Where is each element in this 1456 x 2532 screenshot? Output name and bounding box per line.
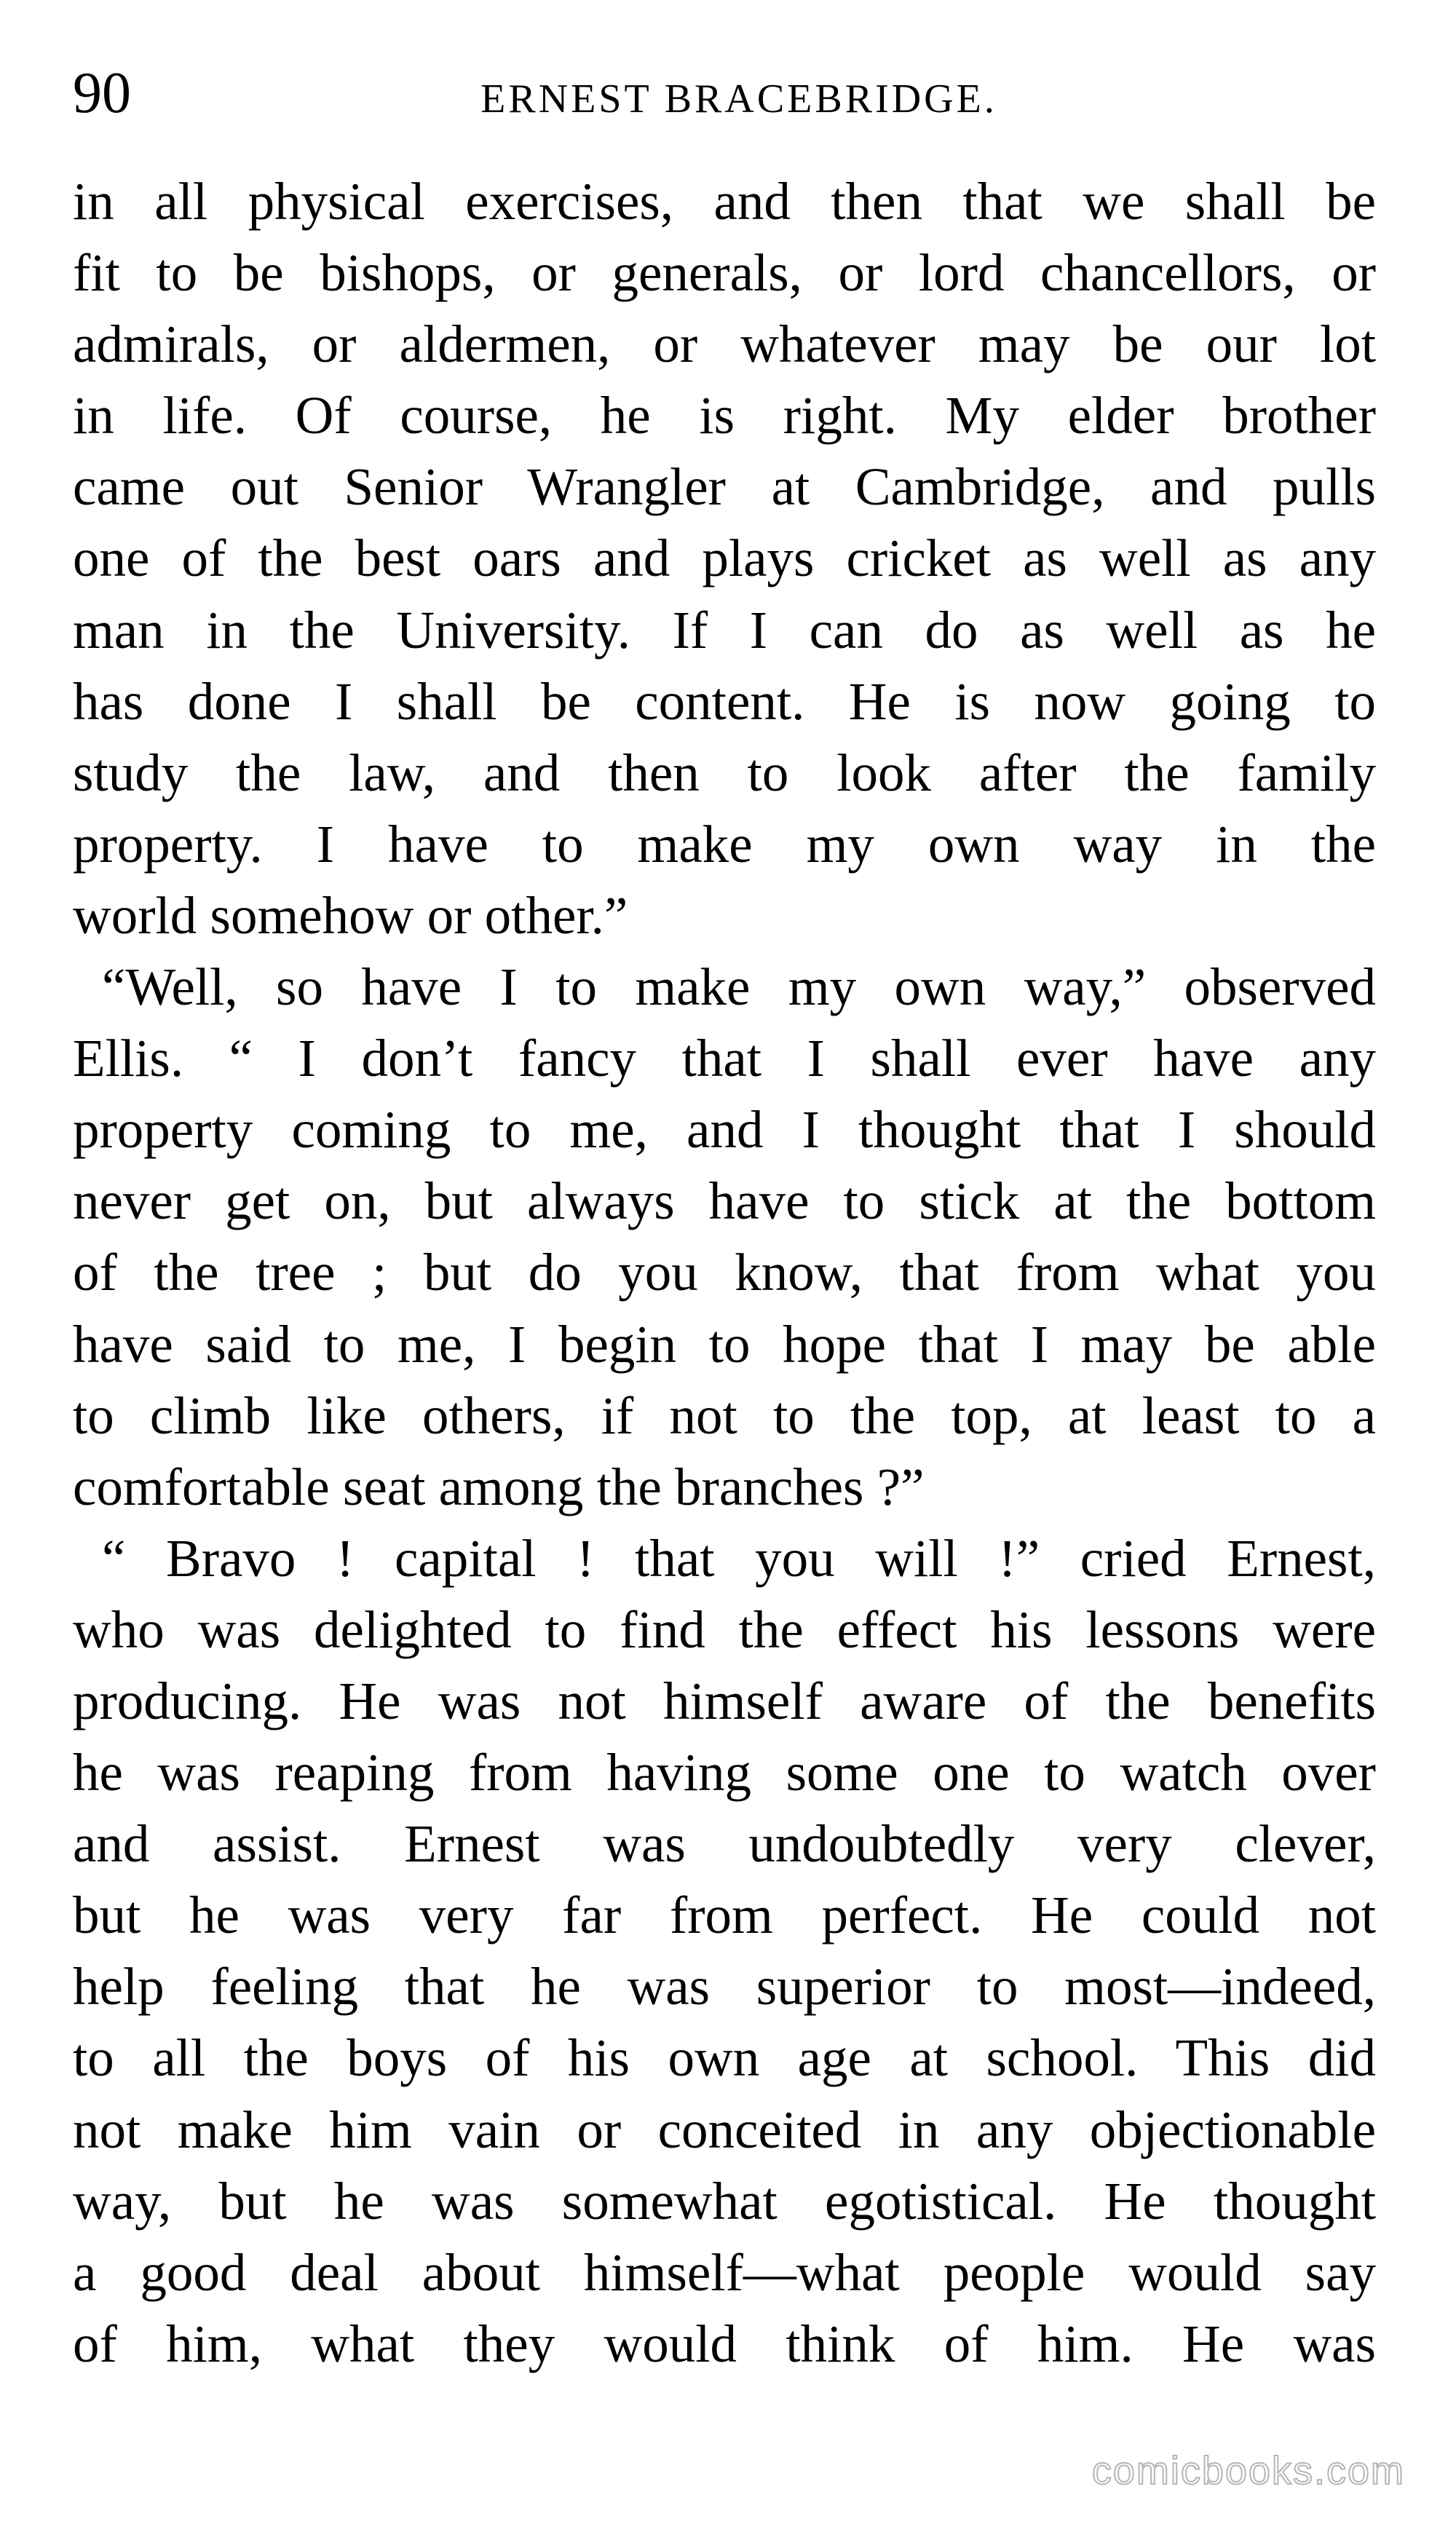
text-line: has done I shall be content. He is now going to [73,671,1376,731]
text-line: fit to be bishops, or generals, or lord chancellors, or [73,243,1376,303]
text-line: “Well, so have I to make my own way,” observed [102,957,1376,1017]
text-line: of him, what they would think of him. He was [73,2314,1376,2373]
text-line: man in the University. If I can do as well as he [73,600,1376,660]
text-line: comfortable seat among the branches ?” [73,1457,925,1516]
text-line: of the tree ; but do you know, that from what you [73,1243,1376,1302]
text-line: not make him vain or conceited in any objectionable [73,2100,1376,2159]
text-line: who was delighted to find the effect his lessons were [73,1599,1376,1659]
text-line: to all the boys of his own age at school. This did [73,2028,1376,2088]
running-head [73,57,1376,130]
watermark: comicbooks.com [1091,2449,1405,2493]
text-line: one of the best oars and plays cricket as well as any [73,529,1376,588]
text-line: help feeling that he was superior to most—indeed, [73,1957,1376,2017]
text-line: to climb like others, if not to the top, at least to a [73,1385,1376,1445]
text-line: producing. He was not himself aware of the benefits [73,1671,1376,1730]
text-line: have said to me, I begin to hope that I may be able [73,1314,1376,1374]
text-line: came out Senior Wrangler at Cambridge, and pulls [73,457,1376,517]
page-number: 90 [73,61,131,125]
text-line: but he was very far from perfect. He could not [73,1886,1376,1945]
text-line: “ Bravo ! capital ! that you will !” cried Ernest, [102,1528,1376,1588]
text-line: world somehow or other.” [73,885,628,945]
text-line: property. I have to make my own way in the [73,814,1376,874]
text-line: study the law, and then to look after the family [73,743,1376,802]
text-line: property coming to me, and I thought that I should [73,1100,1376,1160]
text-line: in all physical exercises, and then that we shall be [73,172,1376,231]
body-text [73,166,1376,2380]
running-title: ERNEST BRACEBRIDGE. [480,76,997,122]
text-line: and assist. Ernest was undoubtedly very clever, [73,1814,1376,1874]
text-line: a good deal about himself—what people would say [73,2242,1376,2302]
text-line: he was reaping from having some one to watch over [73,1743,1376,1803]
text-line: way, but he was somewhat egotistical. He thought [73,2171,1376,2231]
text-line: admirals, or aldermen, or whatever may be our lot [73,314,1376,374]
text-line: in life. Of course, he is right. My elder brother [73,386,1376,446]
text-line: never get on, but always have to stick at the bottom [73,1171,1376,1231]
text-line: Ellis. “ I don’t fancy that I shall ever have any [73,1029,1376,1088]
